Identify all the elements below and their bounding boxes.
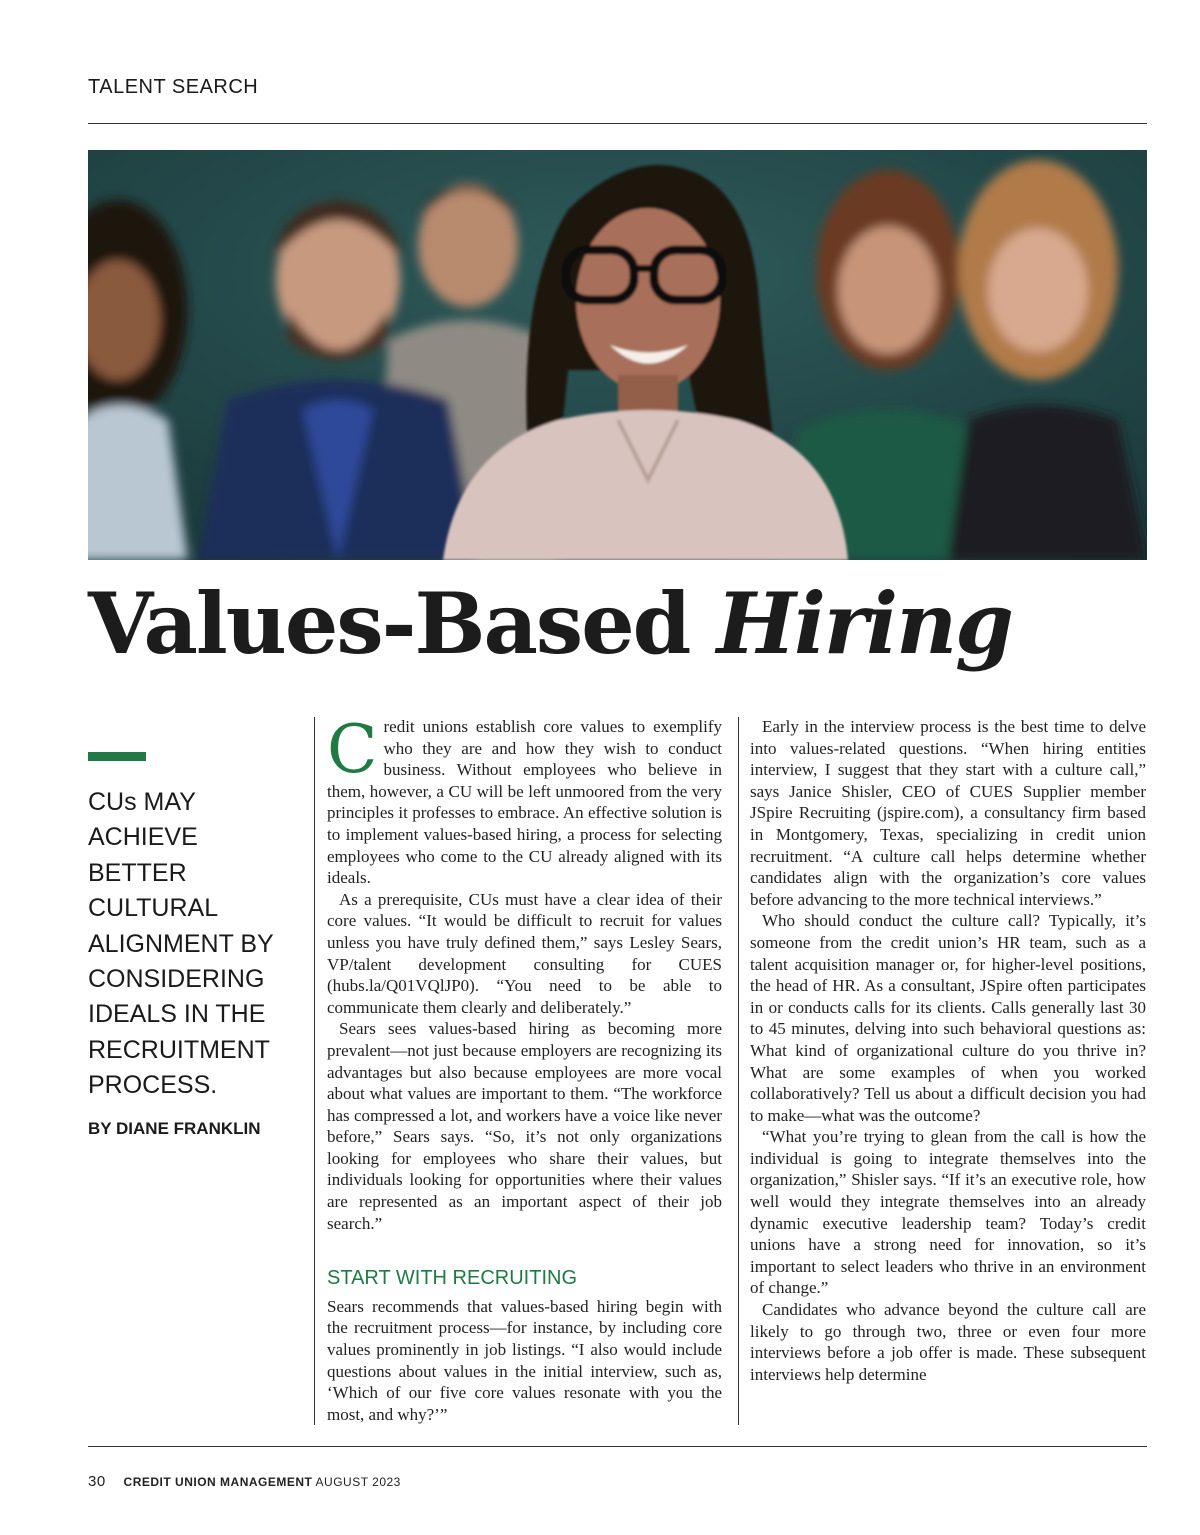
paragraph: As a prerequisite, CUs must have a clear idea of their core values. “It would be difficult to recruit for values unless you have truly defined them,” says Lesley Sears, VP/talent development consulting for CUES (hubs.la/Q01VQlJP0). “You need to be able to communicate them clearly and deliberately.” <box>327 889 722 1017</box>
subhead: START WITH RECRUITING <box>327 1267 577 1290</box>
accent-bar <box>88 752 146 761</box>
footer <box>88 1473 401 1490</box>
group-photo-icon <box>88 150 1147 560</box>
paragraph-text: redit unions establish core values to exemplify who they are and how they wish to conduct business. Without employees who believe in them, however, a CU will be left unmoored from the very principles it professes to embrace. An effective solution is to implement values-based hiring, a process for selecting employees who come to the CU already aligned with its ideals. <box>327 717 722 888</box>
column-divider <box>314 717 315 1425</box>
headline <box>88 574 1012 673</box>
top-rule <box>88 123 1147 124</box>
byline: BY DIANE FRANKLIN <box>88 1119 261 1138</box>
paragraph: “What you’re trying to glean from the call is how the individual is going to integrate themselves into the organization,” Shisler says. “If it’s an executive role, how well would they integrate themselves into an already dynamic executive leadership team? Today’s credit unions have a strong need for innovation, so it’s important to select leaders who thrive in an environment of change.” <box>750 1127 1146 1298</box>
hero-image <box>88 150 1147 560</box>
paragraph <box>327 711 722 889</box>
article-column-2 <box>750 716 1146 1385</box>
paragraph: Early in the interview process is the best time to delve into values-related questions. “When hiring entities interview, I suggest that they start with a culture call,” says Janice Shisler, CEO of CUES Supplier member JSpire Recruiting (jspire.com), a consultancy firm based in Montgomery, Texas, specializing in credit union recruitment. “A culture call helps determine whether candidates align with the organization’s core values before advancing to the more technical interviews.” <box>750 717 1146 909</box>
paragraph: Candidates who advance beyond the culture call are likely to go through two, three or even four more interviews before a job offer is made. These subsequent interviews help determine <box>750 1300 1146 1384</box>
paragraph: Sears sees values-based hiring as becoming more prevalent—not just because employers are recognizing its advantages but also because employees are more vocal about what values are important to them. “The workforce has compressed a lot, and workers have a voice like never before,” Sears says. “So, it’s not only organizations looking for employees who share their values, but individuals looking for opportunities where their values are represented as an important aspect of their job search.” <box>327 1019 722 1233</box>
issue-date: AUGUST 2023 <box>315 1475 401 1489</box>
column-divider <box>738 717 739 1425</box>
headline-emphasis: Hiring <box>716 574 1012 673</box>
deck-text: CUs MAY ACHIEVE BETTER CULTURAL ALIGNMENT BY CONSIDERING IDEALS IN THE RECRUITMENT PROCESS. <box>88 788 274 1100</box>
section-label: TALENT SEARCH <box>88 76 259 98</box>
publication-name: CREDIT UNION MANAGEMENT <box>123 1475 313 1489</box>
paragraph: Who should conduct the culture call? Typically, it’s someone from the credit union’s HR team, such as a talent acquisition manager or, for higher-level positions, the head of HR. As a consultant, JSpire often participates in or conducts calls for its clients. Calls generally last 30 to 45 minutes, delving into such behavioral questions as: What kind of organizational culture do you thrive in? What are some examples of when you worked collaboratively? Tell us about a difficult decision you had to make—what was the outcome? <box>750 911 1146 1125</box>
article-column-1 <box>327 711 722 1425</box>
paragraph: Sears recommends that values-based hiring begin with the recruitment process—for instance, by including core values prominently in job listings. “I also would include questions about values in the initial interview, such as, ‘Which of our five core values resonate with you the most, and why?’” <box>327 1296 722 1424</box>
page-number: 30 <box>88 1473 106 1490</box>
drop-cap: C <box>327 711 378 788</box>
headline-main: Values-Based <box>88 574 690 673</box>
bottom-rule <box>88 1446 1147 1447</box>
